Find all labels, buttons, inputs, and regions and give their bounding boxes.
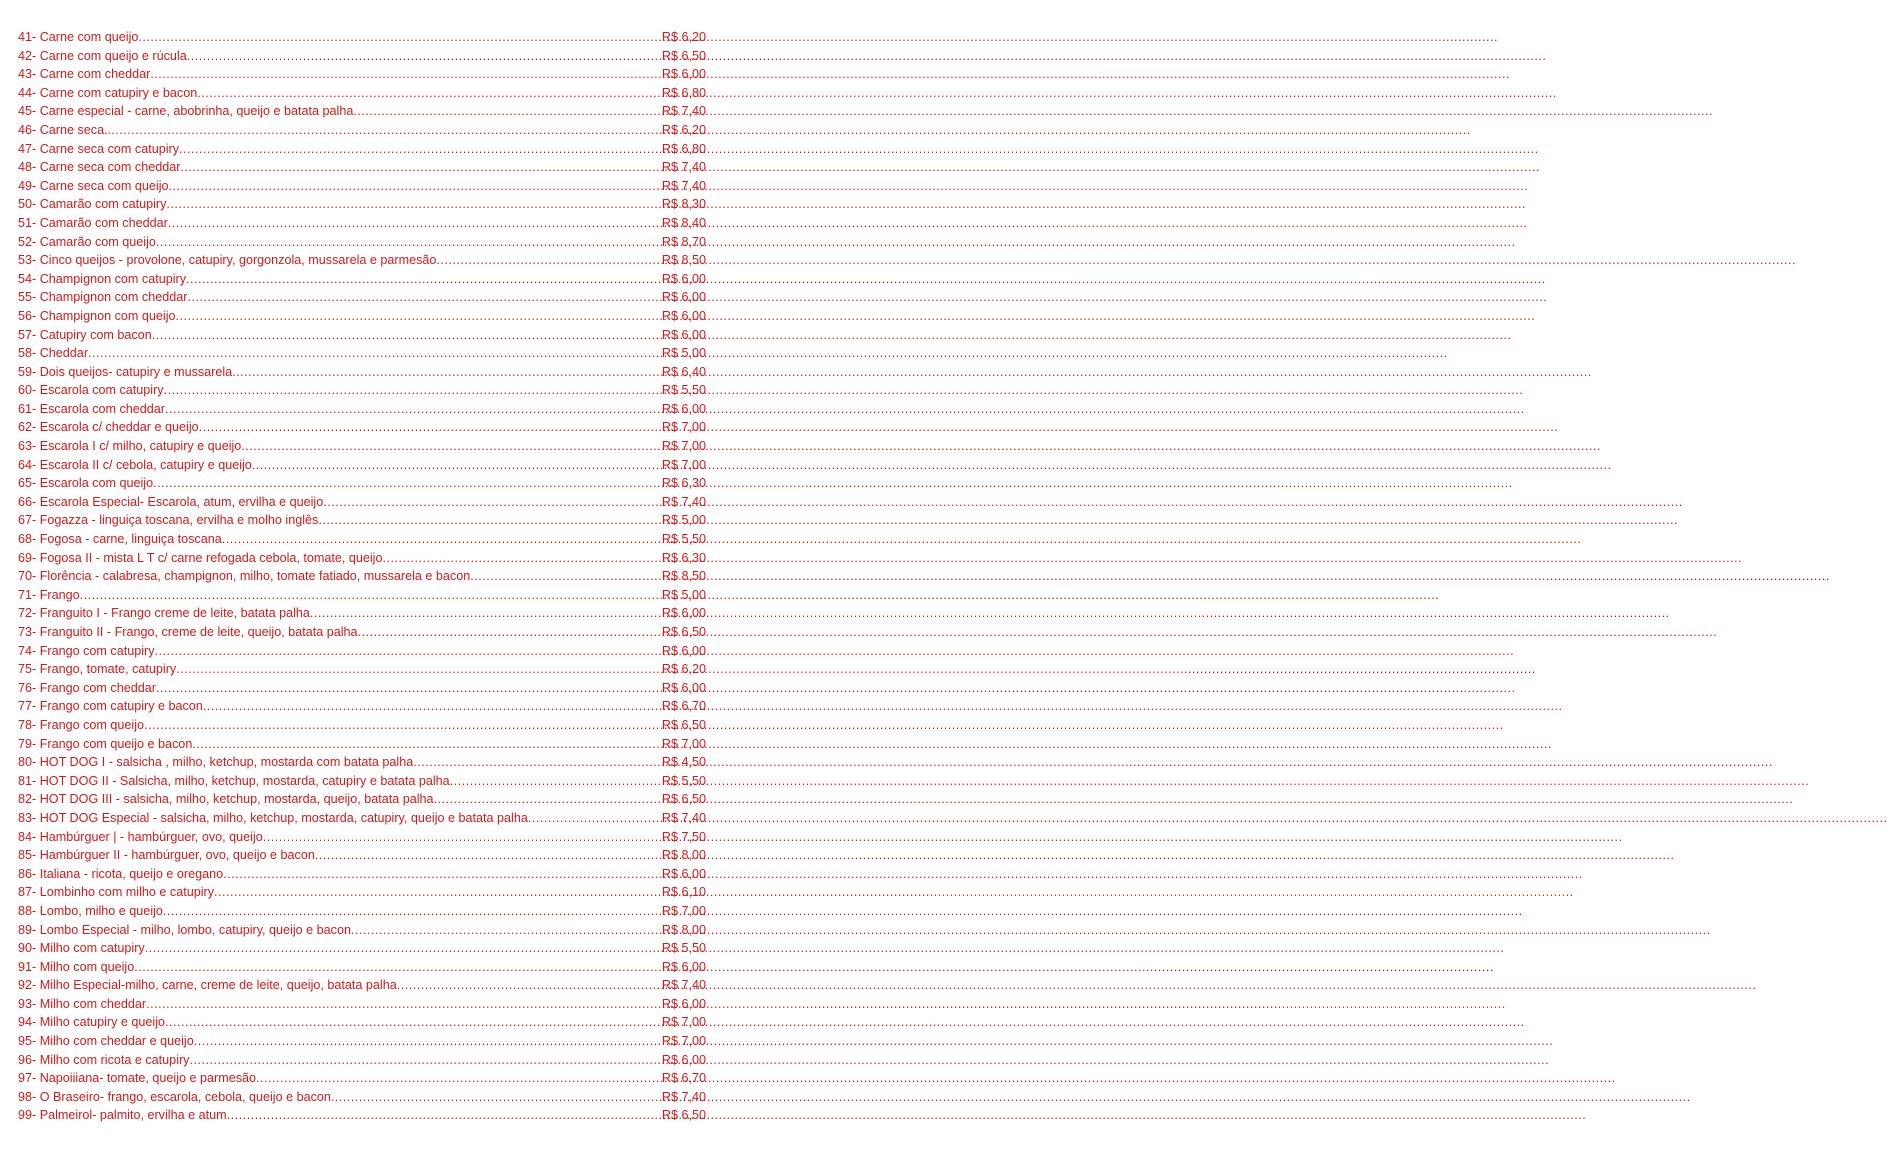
menu-item (18, 177, 706, 196)
item-price: R$ 5,50 (661, 941, 706, 956)
menu-item (18, 828, 706, 847)
menu-item (18, 809, 706, 828)
item-name: 44- Carne com catupiry e bacon (18, 85, 198, 100)
dot-leader (187, 47, 662, 66)
dot-leader (194, 1032, 662, 1051)
item-price: R$ 6,20 (661, 30, 706, 44)
item-price: R$ 6,00 (661, 327, 706, 342)
menu-item (18, 270, 706, 289)
item-name: 52- Camarão com queijo (18, 234, 156, 249)
item-price: R$ 6,00 (661, 308, 706, 323)
item-name: 59- Dois queijos- catupiry e mussarela (18, 364, 233, 379)
item-name: 56- Champignon com queijo (18, 308, 176, 323)
menu-item (18, 158, 706, 177)
dot-leader (146, 995, 662, 1014)
menu-item (18, 772, 706, 791)
item-name: 82- HOT DOG III - salsicha, milho, ketchup, mostarda, queijo, batata palha (18, 792, 434, 807)
item-name: 70- Florência - calabresa, champignon, milho, tomate fatiado, mussarela e bacon (18, 569, 471, 584)
item-price: R$ 8,50 (661, 253, 706, 268)
item-price: R$ 7,40 (661, 1089, 706, 1104)
dot-leader (383, 549, 662, 568)
item-price: R$ 6,30 (661, 550, 706, 565)
item-name: 75- Frango, tomate, catupiry (18, 662, 177, 677)
dot-leader (80, 586, 662, 605)
menu-item (18, 28, 706, 47)
menu-item (18, 679, 706, 698)
menu-item (18, 1013, 706, 1032)
menu-item (18, 437, 706, 456)
dot-leader (232, 363, 662, 382)
dot-leader (413, 753, 662, 772)
menu-item (18, 307, 706, 326)
item-price: R$ 6,70 (661, 1071, 706, 1086)
item-name: 41- Carne com queijo (18, 30, 139, 44)
item-price: R$ 8,00 (661, 922, 706, 937)
item-price: R$ 6,20 (661, 122, 706, 137)
dot-leader (203, 697, 662, 716)
item-name: 53- Cinco queijos - provolone, catupiry, gorgonzola, mussarela e parmesão (18, 253, 437, 268)
dot-leader (450, 772, 662, 791)
menu-item (18, 567, 706, 586)
dot-leader (192, 735, 662, 754)
item-price: R$ 7,00 (661, 420, 706, 435)
item-price: R$ 6,50 (661, 792, 706, 807)
item-name: 71- Frango (18, 587, 80, 602)
dot-leader (176, 660, 662, 679)
dot-leader (138, 28, 661, 47)
item-price: R$ 8,30 (661, 197, 706, 212)
item-price: R$ 6,00 (661, 643, 706, 658)
item-price: R$ 6,00 (661, 271, 706, 286)
item-price: R$ 6,50 (661, 625, 706, 639)
dot-leader (331, 1088, 662, 1107)
dot-leader (397, 976, 662, 995)
item-price: R$ 6,00 (661, 606, 706, 621)
dot-leader (163, 902, 662, 921)
item-price: R$ 8,50 (661, 569, 706, 584)
dot-leader (150, 65, 662, 84)
menu-item (18, 660, 706, 679)
menu-item (18, 288, 706, 307)
dot-leader (180, 158, 661, 177)
item-name: 74- Frango com catupiry (18, 643, 155, 658)
item-price: R$ 6,00 (661, 1052, 706, 1067)
menu-item (18, 121, 706, 140)
menu-item (18, 140, 706, 159)
item-name: 49- Carne seca com queijo (18, 178, 169, 193)
menu-item (18, 344, 706, 363)
item-price: R$ 6,00 (661, 401, 706, 416)
menu-item (18, 958, 706, 977)
item-name: 81- HOT DOG II - Salsicha, milho, ketchup, mostarda, catupiry e batata palha (18, 773, 450, 788)
item-price: R$ 6,00 (661, 290, 706, 305)
dot-leader (168, 214, 662, 233)
dot-leader (156, 679, 662, 698)
dot-leader (256, 1069, 662, 1088)
item-name: 90- Milho com catupiry (18, 941, 145, 956)
dot-leader (528, 809, 662, 828)
item-price: R$ 7,00 (661, 1034, 706, 1049)
item-name: 63- Escarola I c/ milho, catupiry e queijo (18, 439, 242, 454)
dot-leader (436, 251, 662, 270)
item-price: R$ 6,70 (661, 699, 706, 714)
menu-item (18, 400, 706, 419)
menu-item (18, 102, 706, 121)
item-price: R$ 6,80 (661, 141, 706, 156)
menu-item (18, 493, 706, 512)
menu-item (18, 883, 706, 902)
menu-item (18, 251, 706, 270)
item-name: 78- Frango com queijo (18, 717, 145, 732)
item-name: 69- Fogosa II - mista L T c/ carne refogada cebola, tomate, queijo (18, 550, 383, 565)
menu-item (18, 549, 706, 568)
item-name: 98- O Braseiro- frango, escarola, cebola, queijo e bacon (18, 1089, 331, 1104)
dot-leader (164, 381, 662, 400)
item-price: R$ 6,00 (661, 959, 706, 974)
item-name: 55- Champignon com cheddar (18, 290, 188, 305)
menu-item (18, 976, 706, 995)
item-name: 86- Italiana - ricota, queijo e oregano (18, 866, 224, 881)
menu-item (18, 195, 706, 214)
menu-item (18, 65, 706, 84)
menu-item (18, 1069, 706, 1088)
menu-item (18, 511, 706, 530)
dot-leader (197, 84, 662, 103)
item-price: R$ 8,70 (661, 234, 706, 249)
dot-leader (145, 939, 662, 958)
item-name: 61- Escarola com cheddar (18, 401, 165, 416)
menu-item (18, 47, 706, 66)
menu-item (18, 865, 706, 884)
item-name: 65- Escarola com queijo (18, 476, 154, 491)
item-price: R$ 7,00 (661, 457, 706, 472)
item-name: 54- Champignon com catupiry (18, 271, 186, 286)
item-name: 99- Palmeirol- palmito, ervilha e atum (18, 1108, 227, 1123)
dot-leader (252, 456, 662, 475)
menu-item (18, 846, 706, 865)
dot-leader (189, 1051, 661, 1070)
item-name: 84- Hambúrguer | - hambúrguer, ovo, queijo (18, 829, 263, 844)
menu-item (18, 604, 706, 623)
menu-item (18, 995, 706, 1014)
dot-leader (156, 233, 662, 252)
item-price: R$ 5,00 (661, 587, 706, 602)
item-name: 87- Lombinho com milho e catupiry (18, 885, 214, 900)
menu-item (18, 530, 706, 549)
item-price: R$ 7,00 (661, 439, 706, 454)
item-name: 57- Catupiry com bacon (18, 327, 152, 342)
item-price: R$ 8,40 (661, 215, 706, 230)
item-name: 85- Hambúrguer II - hambúrguer, ovo, queijo e bacon (18, 848, 315, 863)
dot-leader (169, 177, 662, 196)
dot-leader (351, 921, 662, 940)
item-price: R$ 6,80 (661, 85, 706, 100)
item-name: 77- Frango com catupiry e bacon (18, 699, 203, 714)
item-name: 68- Fogosa - carne, linguiça toscana (18, 532, 222, 547)
item-name: 58- Cheddar (18, 346, 89, 361)
item-price: R$ 6,00 (661, 680, 706, 695)
item-name: 73- Franguito II - Frango, creme de leite, queijo, batata palha (18, 625, 358, 639)
dot-leader (358, 623, 662, 642)
item-name: 94- Milho catupiry e queijo (18, 1015, 166, 1030)
item-price: R$ 6,50 (661, 717, 706, 732)
item-price: R$ 7,40 (661, 494, 706, 509)
dot-leader (165, 1013, 662, 1032)
item-price: R$ 6,00 (661, 996, 706, 1011)
menu-item (18, 939, 706, 958)
item-name: 83- HOT DOG Especial - salsicha, milho, ketchup, mostarda, catupiry, queijo e batata palha (18, 810, 528, 825)
item-price: R$ 7,00 (661, 903, 706, 918)
dot-leader (310, 604, 662, 623)
menu-item (18, 1106, 706, 1125)
item-price: R$ 5,50 (661, 773, 706, 788)
menu-item (18, 456, 706, 475)
item-price: R$ 7,40 (661, 104, 706, 119)
item-name: 67- Fogazza - linguiça toscana, ervilha e molho inglês (18, 513, 319, 528)
dot-leader (223, 865, 662, 884)
dot-leader (166, 195, 662, 214)
item-name: 95- Milho com cheddar e queijo (18, 1034, 194, 1049)
dot-leader (353, 102, 662, 121)
menu-item (18, 1088, 706, 1107)
item-price: R$ 6,40 (661, 364, 706, 379)
dot-leader (187, 288, 661, 307)
dot-leader (111, 121, 662, 140)
menu-item (18, 697, 706, 716)
dot-leader (199, 418, 662, 437)
menu-item (18, 381, 706, 400)
menu-item (18, 363, 706, 382)
item-name: 64- Escarola II c/ cebola, catupiry e queijo (18, 457, 252, 472)
item-name: 43- Carne com cheddar (18, 67, 151, 82)
dot-leader (152, 326, 662, 345)
item-name: 47- Carne seca com catupiry (18, 141, 179, 156)
item-price: R$ 6,50 (661, 48, 706, 63)
menu-item (18, 84, 706, 103)
item-price: R$ 5,00 (661, 346, 706, 361)
item-price: R$ 7,00 (661, 1015, 706, 1030)
item-name: 88- Lombo, milho e queijo (18, 903, 163, 918)
menu-item (18, 902, 706, 921)
item-price: R$ 7,40 (661, 810, 706, 825)
item-price: R$ 6,10 (661, 885, 706, 900)
dot-leader (214, 883, 662, 902)
item-price: R$ 7,40 (661, 178, 706, 193)
item-name: 48- Carne seca com cheddar (18, 160, 181, 175)
item-name: 97- Napoiiiana- tomate, queijo e parmesão (18, 1071, 257, 1086)
item-price: R$ 6,50 (661, 1108, 706, 1123)
item-name: 72- Franguito I - Frango creme de leite, batata palha (18, 606, 310, 621)
item-price: R$ 7,00 (661, 736, 706, 751)
item-name: 91- Milho com queijo (18, 959, 135, 974)
dot-leader (165, 400, 662, 419)
menu-item (18, 735, 706, 754)
item-name: 80- HOT DOG I - salsicha , milho, ketchup, mostarda com batata palha (18, 755, 414, 770)
dot-leader (155, 642, 662, 661)
dot-leader (241, 437, 662, 456)
dot-leader (323, 493, 662, 512)
menu-item (18, 753, 706, 772)
menu-item (18, 1032, 706, 1051)
item-price: R$ 6,00 (661, 866, 706, 881)
menu-item (18, 716, 706, 735)
item-name: 96- Milho com ricota e catupiry (18, 1052, 190, 1067)
item-price: R$ 6,30 (661, 476, 706, 491)
menu-item (18, 214, 706, 233)
dot-leader (227, 1106, 662, 1125)
menu-list (18, 28, 706, 1125)
item-name: 50- Camarão com catupiry (18, 197, 167, 212)
item-price: R$ 5,00 (661, 513, 706, 528)
dot-leader (144, 716, 662, 735)
item-name: 76- Frango com cheddar (18, 680, 156, 695)
menu-item (18, 233, 706, 252)
item-price: R$ 8,00 (661, 848, 706, 863)
dot-leader (153, 474, 662, 493)
item-name: 92- Milho Especial-milho, carne, creme de leite, queijo, batata palha (18, 978, 397, 993)
item-name: 46- Carne seca.. (18, 122, 112, 137)
item-name: 66- Escarola Especial- Escarola, atum, ervilha e queijo (18, 494, 324, 509)
item-price: R$ 7,40 (661, 978, 706, 993)
menu-item (18, 586, 706, 605)
menu-item (18, 326, 706, 345)
dot-leader (315, 846, 662, 865)
menu-item (18, 418, 706, 437)
menu-item (18, 1051, 706, 1070)
dot-leader (186, 270, 662, 289)
item-name: 62- Escarola c/ cheddar e queijo (18, 420, 199, 435)
dot-leader (318, 511, 662, 530)
dot-leader (179, 140, 662, 159)
item-price: R$ 7,40 (661, 160, 706, 175)
item-name: 60- Escarola com catupiry (18, 383, 164, 398)
item-name: 79- Frango com queijo e bacon (18, 736, 193, 751)
dot-leader (88, 344, 662, 363)
dot-leader (134, 958, 662, 977)
dot-leader (263, 828, 662, 847)
item-price: R$ 4,50 (661, 755, 706, 770)
item-name: 51- Camarão com cheddar (18, 215, 168, 230)
menu-item (18, 790, 706, 809)
dot-leader (470, 567, 662, 586)
dot-leader (176, 307, 662, 326)
menu-item (18, 642, 706, 661)
dot-leader (434, 790, 662, 809)
item-price: R$ 5,50 (661, 532, 706, 547)
item-price: R$ 6,00 (661, 67, 706, 82)
item-price: R$ 6,20 (661, 662, 706, 677)
item-name: 89- Lombo Especial - milho, lombo, catupiry, queijo e bacon (18, 922, 351, 937)
menu-item (18, 921, 706, 940)
item-name: 93- Milho com cheddar (18, 996, 147, 1011)
dot-leader (222, 530, 662, 549)
item-name: 42- Carne com queijo e rúcula (18, 48, 187, 63)
item-price: R$ 5,50 (661, 383, 706, 398)
menu-item (18, 623, 706, 642)
menu-item (18, 474, 706, 493)
item-price: R$ 7,50 (661, 829, 706, 844)
item-name: 45- Carne especial - carne, abobrinha, queijo e batata palha (18, 104, 354, 119)
